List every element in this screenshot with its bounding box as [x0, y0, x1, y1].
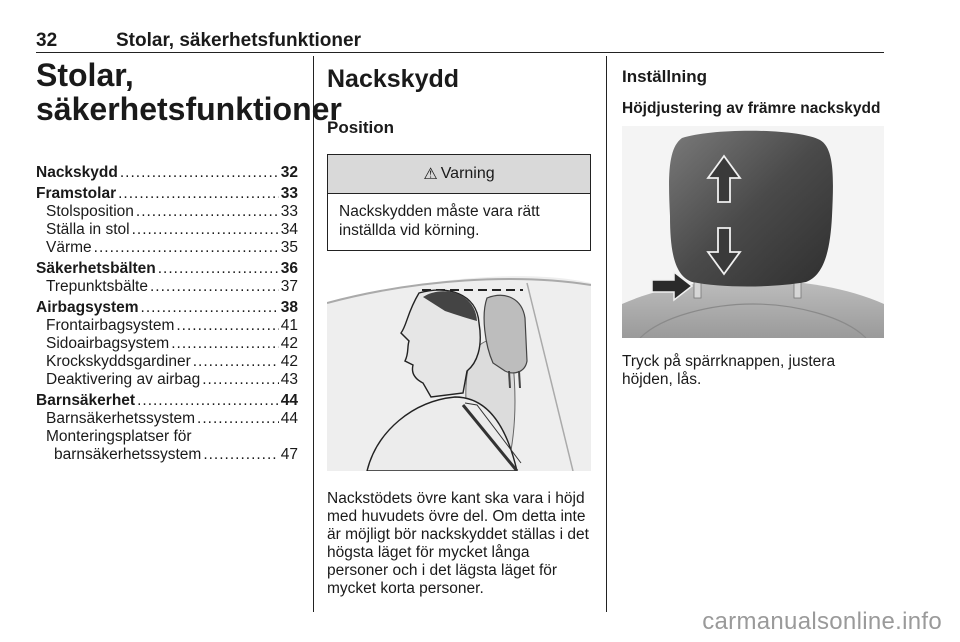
- headrest-position-illustration: [327, 263, 591, 471]
- toc-leader-dots: [171, 335, 279, 353]
- toc-entry: [36, 260, 298, 278]
- headrest-adjustment-column: [622, 66, 884, 389]
- table-of-contents: [36, 164, 298, 464]
- settings-subtitle: Höjdjustering av främre nackskydd: [622, 100, 881, 117]
- position-paragraph: Nackstödets övre kant ska vara i höjd med huvudets övre del. Om detta inte är möjligt bör nackskyddet ställas i det högsta läget för mycket långa personer och i det lägsta läget för mycket korta personer.: [327, 490, 589, 597]
- toc-entry-page: 33: [280, 203, 298, 220]
- toc-entry-page: 42: [280, 335, 298, 352]
- toc-entry-label: Frontairbagsystem: [46, 317, 175, 334]
- toc-entry: [36, 392, 298, 410]
- toc-leader-dots: [202, 371, 279, 389]
- toc-leader-dots: [158, 260, 279, 278]
- toc-entry-page: 34: [280, 221, 298, 238]
- warning-text: Nackskydden måste vara rätt inställda vid körning.: [339, 203, 540, 239]
- toc-leader-dots: [137, 392, 279, 410]
- toc-entry-label: barnsäkerhetssystem: [54, 446, 202, 463]
- toc-leader-dots: [132, 221, 279, 239]
- toc-entry-label: Barnsäkerhet: [36, 392, 136, 409]
- toc-entry: [36, 335, 298, 353]
- toc-entry-label: Krockskyddsgardiner: [46, 353, 191, 370]
- toc-entry-label: Säkerhetsbälten: [36, 260, 156, 277]
- toc-entry: [36, 239, 298, 257]
- page-header: [36, 28, 884, 53]
- toc-leader-dots: [197, 410, 279, 428]
- toc-entry-page: 33: [280, 185, 298, 202]
- headrest-adjustment-photo: [622, 126, 884, 338]
- toc-leader-dots: [141, 299, 279, 317]
- toc-entry-page: 36: [280, 260, 298, 277]
- settings-title: Inställning: [622, 67, 707, 86]
- toc-entry: [36, 371, 298, 389]
- toc-entry-page: 35: [280, 239, 298, 256]
- toc-leader-dots: [150, 278, 279, 296]
- toc-entry-page: 32: [280, 164, 298, 181]
- chapter-column: [36, 57, 342, 464]
- toc-entry: [36, 185, 298, 203]
- warning-triangle-icon: ⚠: [423, 166, 438, 183]
- toc-entry: [36, 164, 298, 182]
- toc-entry-page: 41: [280, 317, 298, 334]
- chapter-title: Stolar, säkerhetsfunktioner: [36, 57, 342, 127]
- toc-entry: [36, 317, 298, 335]
- column-divider-2: [606, 56, 607, 612]
- toc-entry: [36, 203, 298, 221]
- toc-entry-page: 44: [280, 392, 298, 409]
- toc-leader-dots: [193, 353, 279, 371]
- toc-entry-label: Barnsäkerhetssystem: [46, 410, 196, 427]
- running-title: Stolar, säkerhetsfunktioner: [116, 30, 361, 51]
- toc-entry-label: Trepunktsbälte: [46, 278, 148, 295]
- warning-box: [327, 154, 591, 251]
- toc-entry: [36, 221, 298, 239]
- toc-entry-label: Ställa in stol: [46, 221, 130, 238]
- toc-entry: [36, 353, 298, 371]
- toc-leader-dots: [203, 446, 278, 464]
- column-divider-1: [313, 56, 314, 612]
- toc-entry-label: Värme: [46, 239, 92, 256]
- headrest-position-column: [327, 64, 591, 598]
- toc-entry-page: 38: [280, 299, 298, 316]
- toc-entry: [36, 278, 298, 296]
- section-subtitle: Position: [327, 118, 395, 137]
- toc-entry: [36, 446, 298, 464]
- watermark: carmanualsonline.info: [702, 608, 942, 635]
- toc-entry: [36, 410, 298, 428]
- toc-entry: [36, 299, 298, 317]
- toc-entry-page: 37: [280, 278, 298, 295]
- toc-entry-label: Monteringsplatser för: [46, 428, 192, 445]
- toc-entry-label: Nackskydd: [36, 164, 118, 181]
- toc-entry-label: Sidoairbagsystem: [46, 335, 170, 352]
- toc-leader-dots: [118, 185, 279, 203]
- warning-header: [328, 155, 590, 194]
- toc-leader-dots: [176, 317, 278, 335]
- toc-entry-page: 43: [280, 371, 298, 388]
- adjustment-paragraph: Tryck på spärrknappen, justera höjden, lås.: [622, 353, 836, 388]
- toc-entry-label: Framstolar: [36, 185, 117, 202]
- toc-entry-label: Airbagsystem: [36, 299, 139, 316]
- toc-leader-dots: [120, 164, 279, 182]
- toc-leader-dots: [94, 239, 279, 257]
- warning-title: Varning: [440, 165, 495, 182]
- page-number: 32: [36, 30, 58, 51]
- section-title: Nackskydd: [327, 65, 460, 93]
- toc-entry-page: 44: [280, 410, 298, 427]
- toc-entry-label: Stolsposition: [46, 203, 134, 220]
- toc-leader-dots: [136, 203, 279, 221]
- toc-entry-label: Deaktivering av airbag: [46, 371, 201, 388]
- toc-entry-page: 47: [280, 446, 298, 463]
- toc-entry-page: 42: [280, 353, 298, 370]
